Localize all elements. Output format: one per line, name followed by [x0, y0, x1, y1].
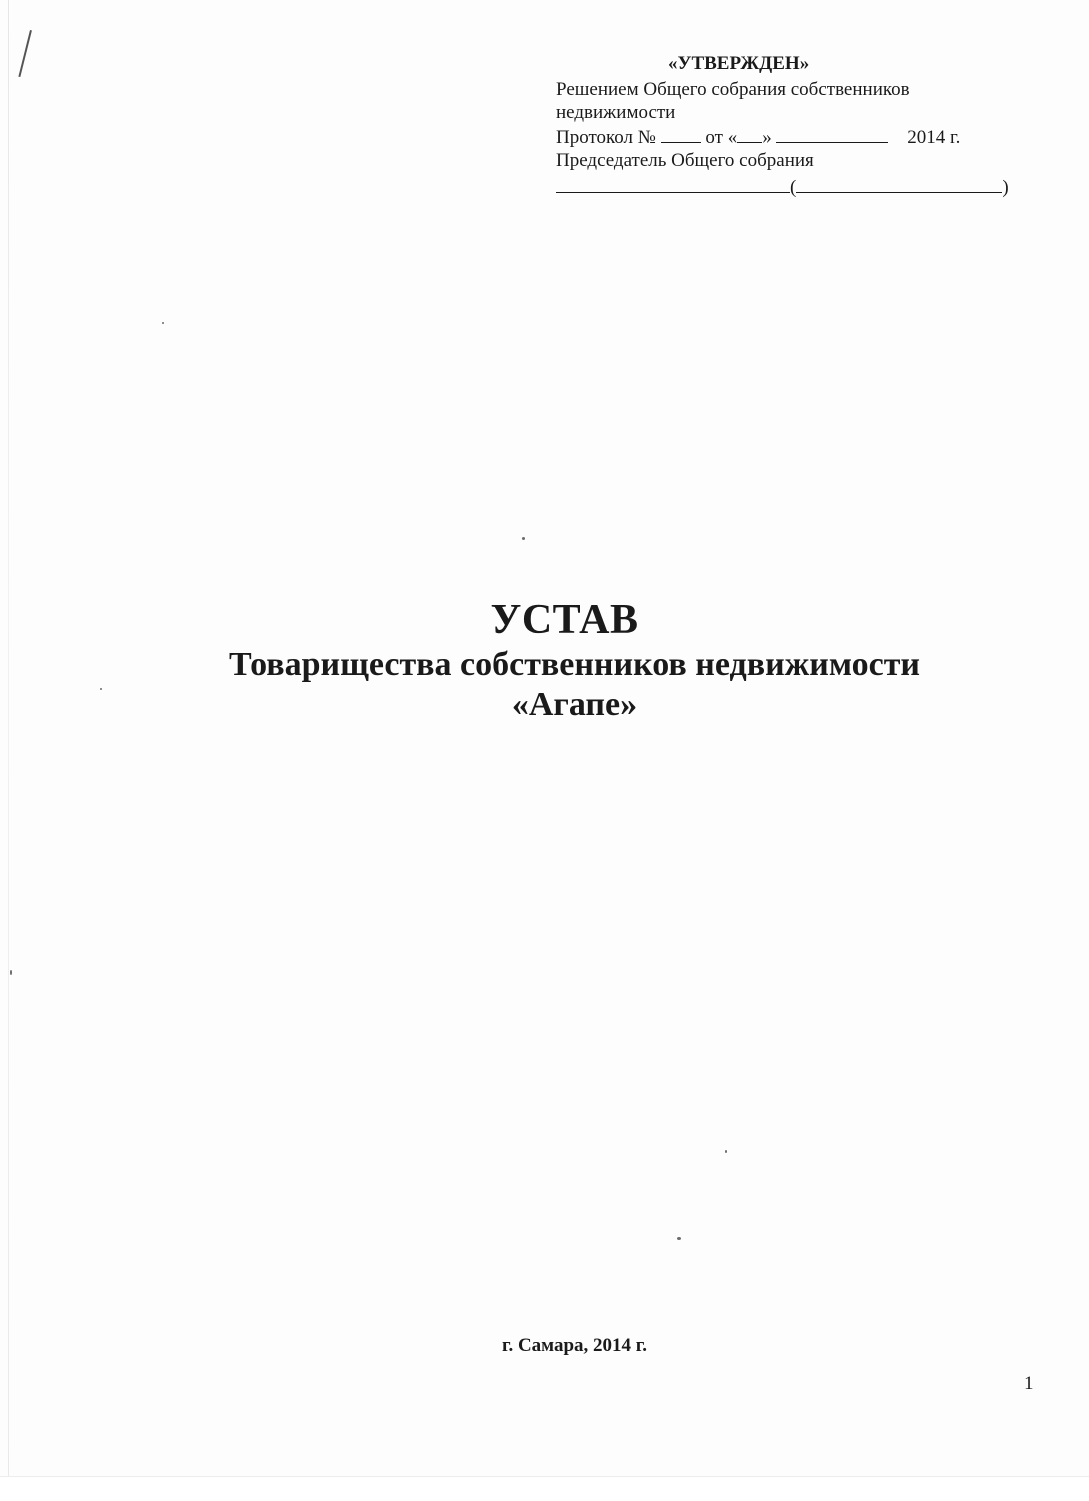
page-number: 1: [1024, 1373, 1034, 1394]
signature-close-paren: ): [1002, 176, 1009, 198]
protocol-line: [556, 125, 1016, 150]
protocol-number-blank: [661, 125, 701, 143]
scan-speck: [677, 1237, 681, 1240]
subtitle-line: «Агапе»: [511, 686, 638, 723]
city-year: г. Самара, 2014 г.: [501, 1335, 648, 1356]
protocol-quote-close: »: [762, 126, 772, 148]
scan-speck: [162, 322, 164, 324]
scan-edge-bottom: [0, 1476, 1089, 1501]
document-subtitle: [0, 645, 1089, 725]
scan-mark: [18, 30, 32, 77]
decision-line: недвижимости: [556, 102, 676, 123]
protocol-from-label: от «: [705, 126, 738, 148]
approval-title: «УТВЕРЖДЕН»: [668, 53, 810, 74]
scan-edge-left: [8, 0, 9, 1500]
signature-open-paren: (: [790, 176, 797, 198]
decision-line: Решением Общего собрания собственников: [556, 78, 910, 100]
scan-speck: [10, 970, 12, 975]
approval-block: [556, 52, 1016, 199]
protocol-day-blank: [737, 125, 762, 143]
signature-line: [556, 175, 1016, 200]
protocol-month-blank: [776, 125, 888, 143]
signature-blank: [556, 175, 790, 193]
chairman-label: Председатель Общего собрания: [556, 150, 814, 171]
signature-name-blank: [796, 175, 1002, 193]
document-title: УСТАВ: [490, 597, 639, 643]
subtitle-line: Товарищества собственников недвижимости: [228, 646, 920, 683]
scan-speck: [522, 537, 525, 540]
scan-speck: [725, 1150, 727, 1153]
protocol-year: 2014 г.: [907, 126, 961, 148]
protocol-label: Протокол №: [556, 126, 656, 148]
